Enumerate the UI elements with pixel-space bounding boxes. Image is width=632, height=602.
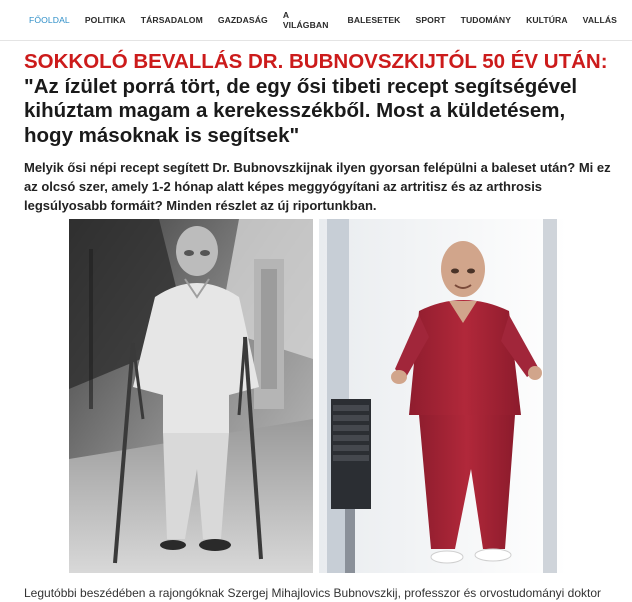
nav-item-gazdasag[interactable]: GAZDASÁG bbox=[217, 15, 268, 25]
nav-item-sport[interactable]: SPORT bbox=[415, 15, 446, 25]
headline-quote: "Az ízület porrá tört, de egy ősi tibeti recept segítségével kihúztam magam a kerekesszékből. Most a küldetésem, hogy másoknak is segítsek" bbox=[24, 74, 578, 147]
nav-item-a-vilagban[interactable]: A VILÁGBAN bbox=[282, 10, 329, 30]
article-lead: Melyik ősi népi recept segített Dr. Bubnovszkijnak ilyen gyorsan felépülni a baleset után? Mi ez az olcsó szer, amely 1-2 hónap alatt képes meggyógyítani az artritisz és az arthrosis legsúlyosabb formáit? Minden részlet az új riportunkban. bbox=[24, 160, 611, 213]
nav-item-fooldal[interactable]: FŐOLDAL bbox=[29, 15, 70, 25]
article-hero-image bbox=[69, 219, 568, 573]
headline-red-part: SOKKOLÓ BEVALLÁS DR. BUBNOVSZKIJTÓL 50 ÉV UTÁN: bbox=[24, 50, 608, 73]
nav-item-tudomany[interactable]: TUDOMÁNY bbox=[460, 15, 512, 25]
article-headline bbox=[24, 50, 614, 148]
nav-item-tarsadalom[interactable]: TÁRSADALOM bbox=[140, 15, 203, 25]
nav-item-vallas[interactable]: VALLÁS bbox=[582, 15, 617, 25]
article-body-text: Legutóbbi beszédében a rajongóknak Szergej Mihajlovics Bubnovszkij, professzor és orvostudományi doktor bbox=[24, 586, 601, 600]
before-after-photo bbox=[69, 219, 568, 573]
nav-list bbox=[0, 0, 632, 40]
nav-item-kultura[interactable]: KULTÚRA bbox=[526, 15, 568, 25]
nav-item-balesetek[interactable]: BALESETEK bbox=[347, 15, 401, 25]
top-navigation bbox=[0, 0, 632, 41]
nav-item-politika[interactable]: POLITIKA bbox=[84, 15, 126, 25]
before-photo bbox=[69, 219, 313, 573]
after-photo bbox=[319, 219, 568, 573]
